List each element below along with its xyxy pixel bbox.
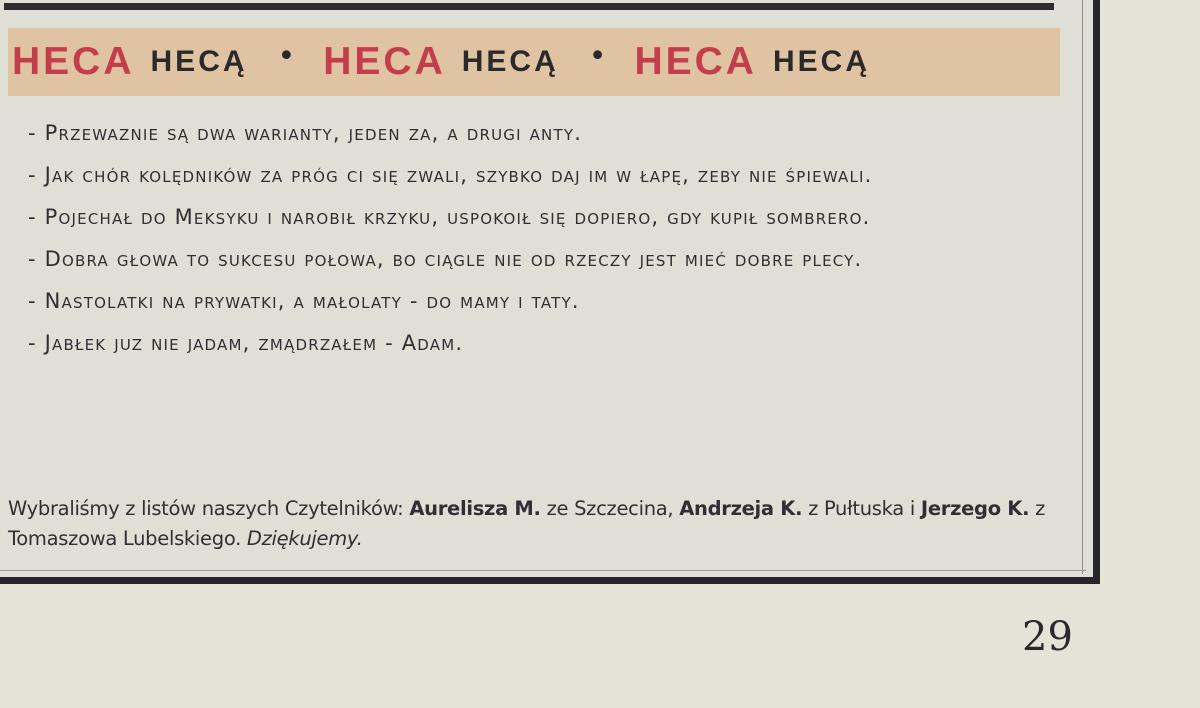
page-number: 29 (1022, 614, 1073, 660)
credits-thanks: Dziękujemy. (246, 527, 363, 550)
credits-place-1: ze Szczecina, (546, 497, 674, 520)
banner-bullet-1: • (277, 38, 296, 74)
sayings-list (28, 112, 1068, 364)
credits-conjunction: i (909, 497, 915, 520)
credits-place-3: z Tomaszowa Lubelskiego. (8, 497, 1046, 550)
banner-heca-2: HECA (323, 40, 446, 83)
saying-6: - Jabłek juz nie jadam, zmądrzałem - Adam. (28, 331, 464, 355)
saying-4: - Dobra głowa to sukcesu połowa, bo ciągle nie od rzeczy jest mieć dobre plecy. (28, 247, 863, 271)
saying-5: - Nastolatki na prywatki, a małolaty - do mamy i taty. (28, 289, 580, 313)
credits-name-2: Andrzeja K. (679, 497, 803, 520)
banner-heca-small-2: HECĄ (461, 45, 559, 78)
credits-place-2: z Pułtuska (808, 497, 904, 520)
credits-name-3: Jerzego K. (920, 497, 1030, 520)
banner-bullet-2: • (588, 38, 607, 74)
credits-name-1: Aurelisza M. (409, 497, 541, 520)
top-rule-thick (4, 3, 1054, 10)
saying-1: - Przewaznie są dwa warianty, jeden za, a drugi anty. (28, 121, 583, 145)
credits-intro: Wybraliśmy z listów naszych Czytelników: (8, 497, 404, 520)
inner-rule-horizontal (0, 570, 1086, 571)
saying-3: - Pojechał do Meksyku i narobił krzyku, uspokoił się dopiero, gdy kupił sombrero. (28, 205, 871, 229)
inner-rule-vertical (1082, 0, 1083, 574)
saying-2: - Jak chór kolędników za próg ci się zwali, szybko daj im w łapę, zeby nie śpiewali. (28, 163, 873, 187)
banner-heca-1: HECA (12, 40, 135, 83)
credits (8, 494, 1078, 554)
banner-heca-small-3: HECĄ (772, 45, 870, 78)
banner-heca-3: HECA (634, 40, 757, 83)
heca-banner (8, 28, 1060, 96)
banner-heca-small-1: HECĄ (150, 45, 248, 78)
